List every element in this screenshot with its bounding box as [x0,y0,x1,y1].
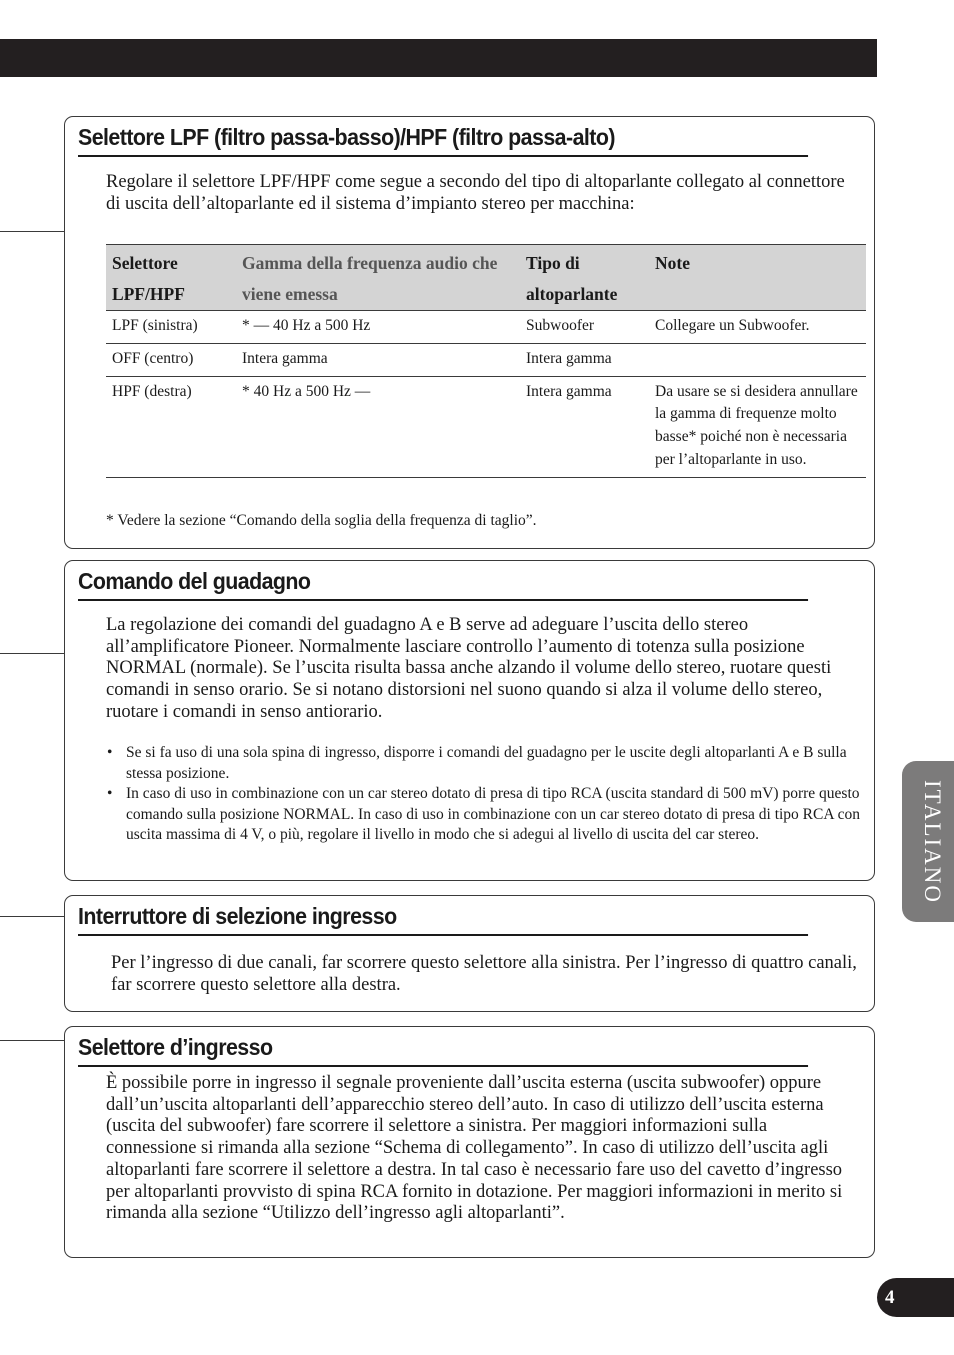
section-leader-line [0,916,64,917]
table-row [106,376,866,477]
section-title: Comando del guadagno [78,561,808,601]
table-header-cell: Selettore LPF/HPF [106,245,236,311]
section-input-selector [64,1026,875,1258]
table-footnote: * Vedere la sezione “Comando della soglia della frequenza di taglio”. [106,512,537,529]
page-number: 4 [877,1278,954,1317]
language-tab [902,761,954,922]
table-cell: * — 40 Hz a 500 Hz [236,311,520,344]
table-cell: Collegare un Subwoofer. [649,311,866,344]
table-cell: HPF (destra) [106,376,236,477]
section-intro: Regolare il selettore LPF/HPF come segue a secondo del tipo di altoparlante collegato al connettore di uscita dell’altoparlante ed il sistema d’impianto stereo per macchina: [106,172,845,214]
table-header-cell: Tipo di altoparlante [520,245,649,311]
table-cell: Da usare se si desidera annullare la gamma di frequenze molto basse* poiché non è necessaria per l’altoparlante in uso. [649,376,866,477]
table-row [106,343,866,376]
table-cell: Intera gamma [236,343,520,376]
table-cell: Intera gamma [520,343,649,376]
section-body: Per l’ingresso di due canali, far scorrere questo selettore alla sinistra. Per l’ingresso di quattro canali, far scorrere questo selettore alla destra. [111,953,857,995]
section-leader-line [0,1040,64,1041]
table-cell: OFF (centro) [106,343,236,376]
header-bar [0,39,877,77]
table-header-row [106,245,866,311]
table-header-cell: Note [649,245,866,311]
table-row [106,311,866,344]
section-body: È possibile porre in ingresso il segnale proveniente dall’uscita esterna (uscita subwoofer) oppure dall’un’uscita altoparlanti dell’apparecchio stereo dell’auto. In caso di utilizzo dell’uscita esterna (uscita del subwoofer) fare scorrere il selettore a sinistra. Per maggiori informazioni sulla connessione si rimanda alla sezione “Schema di collegamento”. In caso di utilizzo dell’uscita agli altoparlanti fare scorrere il selettore a destra. In tal caso è necessario fare uso del cavetto d’ingresso per altoparlanti provvisto di spina RCA fornito in dotazione. Per maggiori informazioni in merito si rimanda alla sezione “Utilizzo dell’ingresso agli altoparlanti”. [106,1073,843,1224]
bullet-list [106,743,862,846]
section-input-switch [64,895,875,1012]
section-gain [64,560,875,881]
language-tab-label: ITALIANO [920,779,945,904]
section-title: Selettore LPF (filtro passa-basso)/HPF (filtro passa-alto) [78,117,808,157]
list-item: • In caso di uso in combinazione con un car stereo dotato di presa di tipo RCA (uscita standard di 500 mV) porre questo comando sulla posizione NORMAL. In caso di uso in combinazione con un car stereo dotato di presa di tipo RCA con uscita massima di 4 V, o più, regolare il livello in modo che si adegui al livello di uscita del car stereo. [106,784,862,846]
section-body: La regolazione dei comandi del guadagno A e B serve ad adeguare l’uscita dello stereo all’amplificatore Pioneer. Normalmente lasciare controllo l’aumento di totenza sulla posizione NORMAL (normale). Se l’uscita risulta bassa anche alzando il volume dello stereo, ruotare questi comandi in senso orario. Se si notano distorsioni nel suono quando si alza il volume dello stereo, ruotare i comandi in senso antiorario. [106,615,832,722]
list-item: • Se si fa uso di una sola spina di ingresso, disporre i comandi del guadagno per le uscite degli altoparlanti A e B sulla stessa posizione. [106,743,862,784]
section-title: Interruttore di selezione ingresso [78,896,808,936]
table-cell: Subwoofer [520,311,649,344]
table-cell [649,343,866,376]
table-header-cell: Gamma della frequenza audio che viene emessa [236,245,520,311]
table-cell: LPF (sinistra) [106,311,236,344]
section-leader-line [0,653,64,654]
section-lpf-hpf [64,116,875,549]
table-cell: * 40 Hz a 500 Hz — [236,376,520,477]
frequency-table [106,244,866,478]
section-leader-line [0,231,64,232]
section-title: Selettore d’ingresso [78,1027,808,1067]
table-cell: Intera gamma [520,376,649,477]
